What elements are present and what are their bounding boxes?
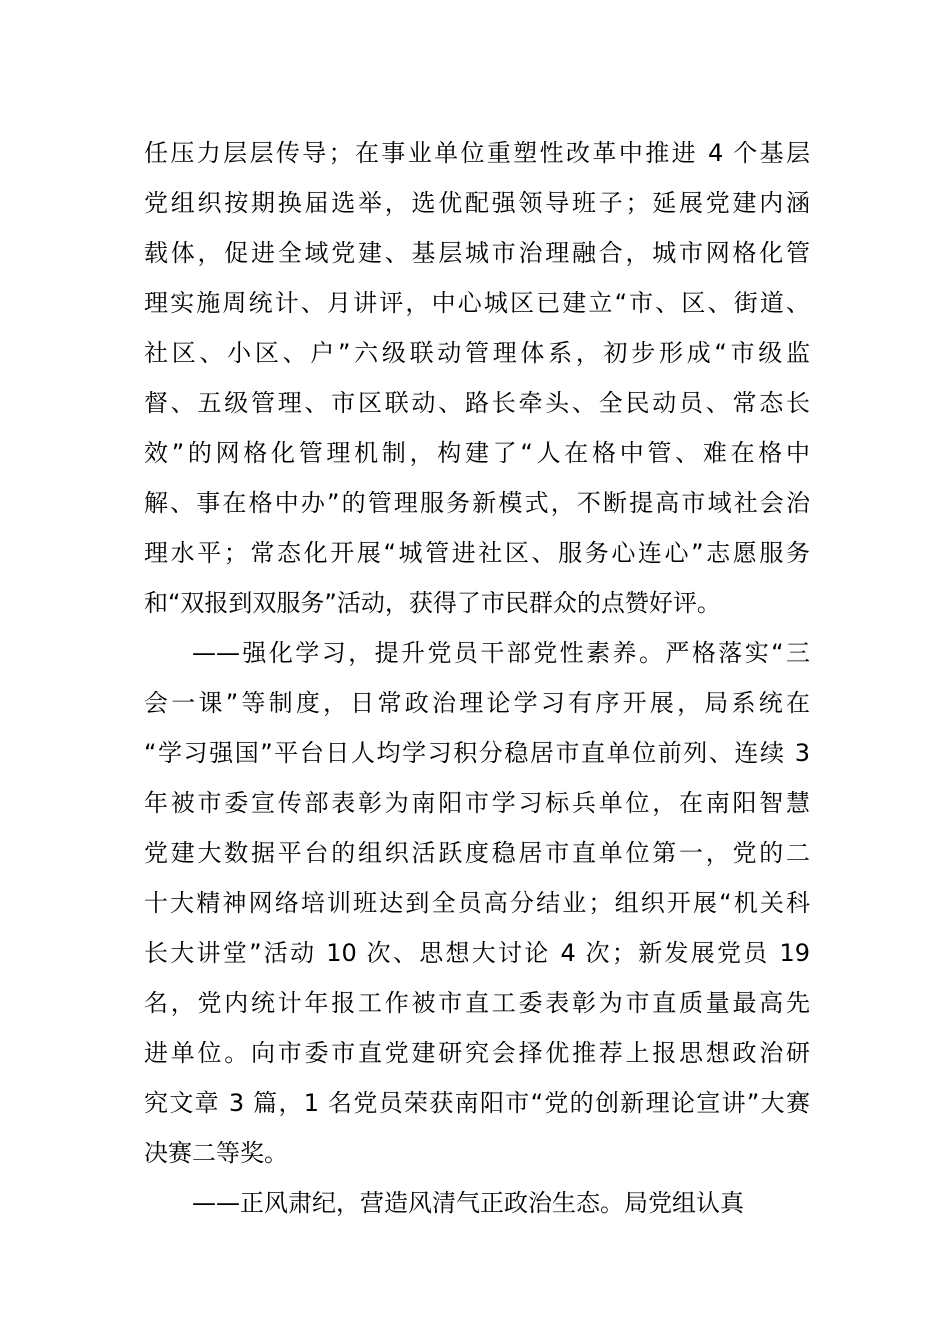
text-line: ——强化学习，提升党员干部党性素养。严格落实“三 bbox=[192, 639, 810, 667]
text-line: 和“双报到双服务”活动，获得了市民群众的点赞好评。 bbox=[144, 589, 721, 617]
paragraph-discipline bbox=[144, 1178, 810, 1228]
text-line: 党建大数据平台的组织活跃度稳居市直单位第一，党的二 bbox=[144, 839, 810, 867]
text-line: ——正风肃纪，营造风清气正政治生态。局党组认真 bbox=[192, 1189, 744, 1217]
text-line: 进单位。向市委市直党建研究会择优推荐上报思想政治研 bbox=[144, 1039, 810, 1067]
text-line: 年被市委宣传部表彰为南阳市学习标兵单位，在南阳智慧 bbox=[144, 789, 810, 817]
text-line: 长大讲堂”活动 10 次、思想大讨论 4 次；新发展党员 19 bbox=[144, 939, 810, 967]
paragraph-grid-management bbox=[144, 128, 810, 628]
text-line: 督、五级管理、市区联动、路长牵头、全民动员、常态长 bbox=[144, 389, 810, 417]
text-line: 解、事在格中办”的管理服务新模式，不断提高市域社会治 bbox=[144, 489, 810, 517]
text-line: 载体，促进全域党建、基层城市治理融合，城市网格化管 bbox=[144, 239, 810, 267]
text-line: 任压力层层传导；在事业单位重塑性改革中推进 4 个基层 bbox=[144, 139, 810, 167]
text-line: 名，党内统计年报工作被市直工委表彰为市直质量最高先 bbox=[144, 989, 810, 1017]
paragraph-study bbox=[144, 628, 810, 1178]
text-line: 决赛二等奖。 bbox=[144, 1139, 288, 1167]
text-line: 十大精神网络培训班达到全员高分结业；组织开展“机关科 bbox=[144, 889, 810, 917]
text-line: 理水平；常态化开展“城管进社区、服务心连心”志愿服务 bbox=[144, 539, 810, 567]
text-line: 理实施周统计、月讲评，中心城区已建立“市、区、街道、 bbox=[144, 289, 810, 317]
text-line: “学习强国”平台日人均学习积分稳居市直单位前列、连续 3 bbox=[144, 739, 810, 767]
text-line: 究文章 3 篇，1 名党员荣获南阳市“党的创新理论宣讲”大赛 bbox=[144, 1089, 810, 1117]
document-body bbox=[144, 128, 810, 1228]
text-line: 效”的网格化管理机制，构建了“人在格中管、难在格中 bbox=[144, 439, 810, 467]
text-line: 社区、小区、户”六级联动管理体系，初步形成“市级监 bbox=[144, 339, 810, 367]
text-line: 会一课”等制度，日常政治理论学习有序开展，局系统在 bbox=[144, 689, 810, 717]
text-line: 党组织按期换届选举，选优配强领导班子；延展党建内涵 bbox=[144, 189, 810, 217]
